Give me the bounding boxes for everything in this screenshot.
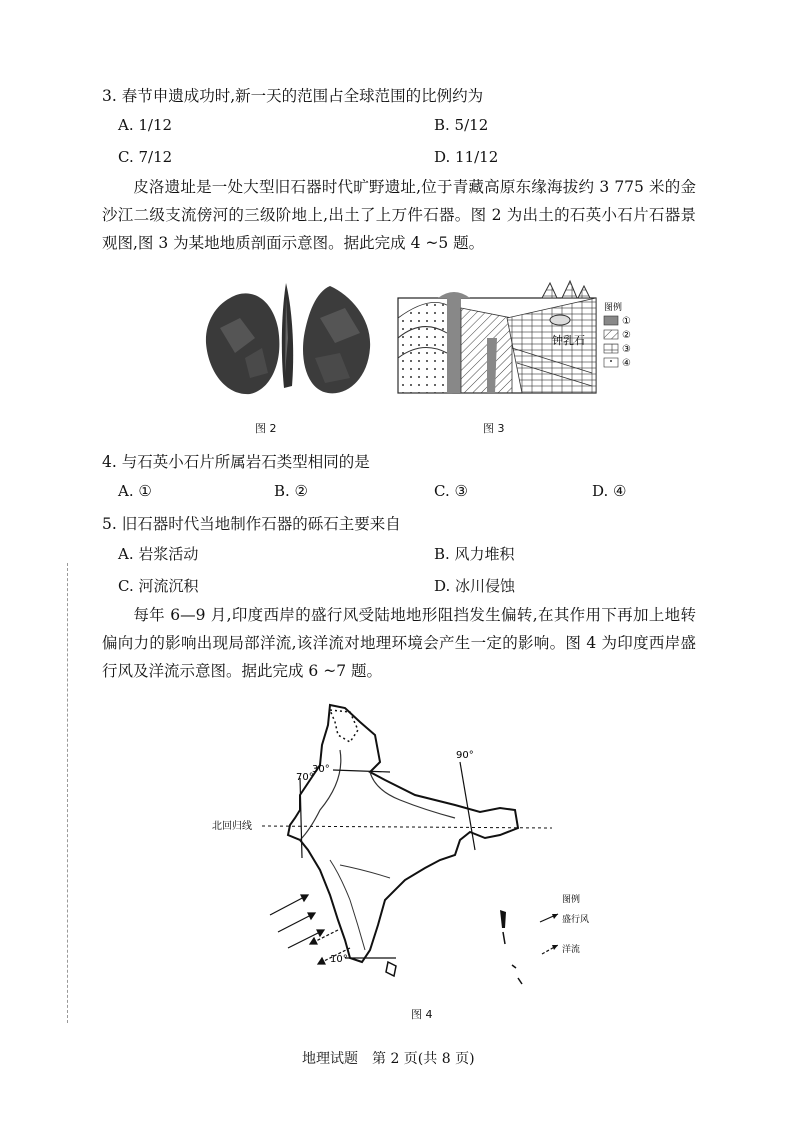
question-5-stem: 5. 旧石器时代当地制作石器的砾石主要来自 [102, 515, 401, 533]
figure-2-stone-tools [200, 278, 380, 403]
legend-prevailing-wind: 盛行风 [562, 915, 590, 925]
passage-pilo-text: 皮洛遗址是一处大型旧石器时代旷野遗址,位于青藏高原东缘海拔约 3 775 米的金沙江二级支流傍河的三级阶地上,出土了上万件石器。图 2 为出土的石英小石片石器景观图,图 3 为某地地质剖面示意图。据此完成 4 ~5 题。 [102, 178, 696, 252]
intrusion-rock [447, 298, 461, 393]
question-3-stem: 3. 春节申遗成功时,新一天的范围占全球范围的比例约为 [102, 87, 484, 105]
passage-india-text: 每年 6—9 月,印度西岸的盛行风受陆地地形阻挡发生偏转,在其作用下再加上地转偏向力的影响出现局部洋流,该洋流对地理环境会产生一定的影响。图 4 为印度西岸盛行风及洋流示意图。据此完成 6 ~7 题。 [102, 606, 696, 680]
lon-90-label: 90° [456, 750, 474, 761]
legend-item-2: ② [622, 330, 631, 341]
q3-option-b: B. 5/12 [434, 116, 489, 134]
q4-option-d: D. ④ [592, 482, 627, 500]
passage-india-monsoon [102, 601, 696, 685]
question-4-stem: 4. 与石英小石片所属岩石类型相同的是 [102, 453, 370, 471]
legend-item-4: ④ [622, 358, 631, 369]
lat-10-label: 10° [330, 954, 348, 965]
figure-3-legend-title: 图例 [604, 303, 623, 313]
figure-2-caption: 图 2 [255, 422, 277, 435]
q3-option-d: D. 11/12 [434, 148, 499, 166]
q3-option-c: C. 7/12 [118, 148, 173, 166]
prevailing-wind-arrows [270, 895, 324, 948]
legend-ocean-current: 洋流 [562, 945, 581, 955]
figure-4-legend-title: 图例 [562, 895, 581, 905]
passage-pilo-site [102, 173, 696, 257]
legend-item-3: ③ [622, 344, 631, 355]
legend-item-1: ① [622, 316, 631, 327]
page-footer: 地理试题 第 2 页(共 8 页) [302, 1051, 475, 1067]
q3-option-a: A. 1/12 [118, 116, 173, 134]
india-outline [288, 705, 518, 962]
lat-30-label: 30° [312, 764, 330, 775]
figure-4-caption: 图 4 [411, 1008, 433, 1021]
q4-option-c: C. ③ [434, 482, 468, 500]
q4-option-a: A. ① [118, 482, 152, 500]
tropic-of-cancer-label: 北回归线 [212, 821, 252, 832]
q5-option-b: B. 风力堆积 [434, 545, 515, 563]
q5-option-d: D. 冰川侵蚀 [434, 577, 516, 595]
q5-option-c: C. 河流沉积 [118, 577, 199, 595]
figure-3-caption: 图 3 [483, 422, 505, 435]
figure-3-geologic-section [392, 278, 642, 398]
scan-margin-line [67, 563, 68, 1023]
q5-option-a: A. 岩浆活动 [118, 545, 199, 563]
stalactite-label: 钟乳石 [552, 334, 585, 347]
lon-70-label: 70° [296, 772, 314, 783]
figure-4-india-map [200, 700, 600, 1000]
q4-option-b: B. ② [274, 482, 309, 500]
